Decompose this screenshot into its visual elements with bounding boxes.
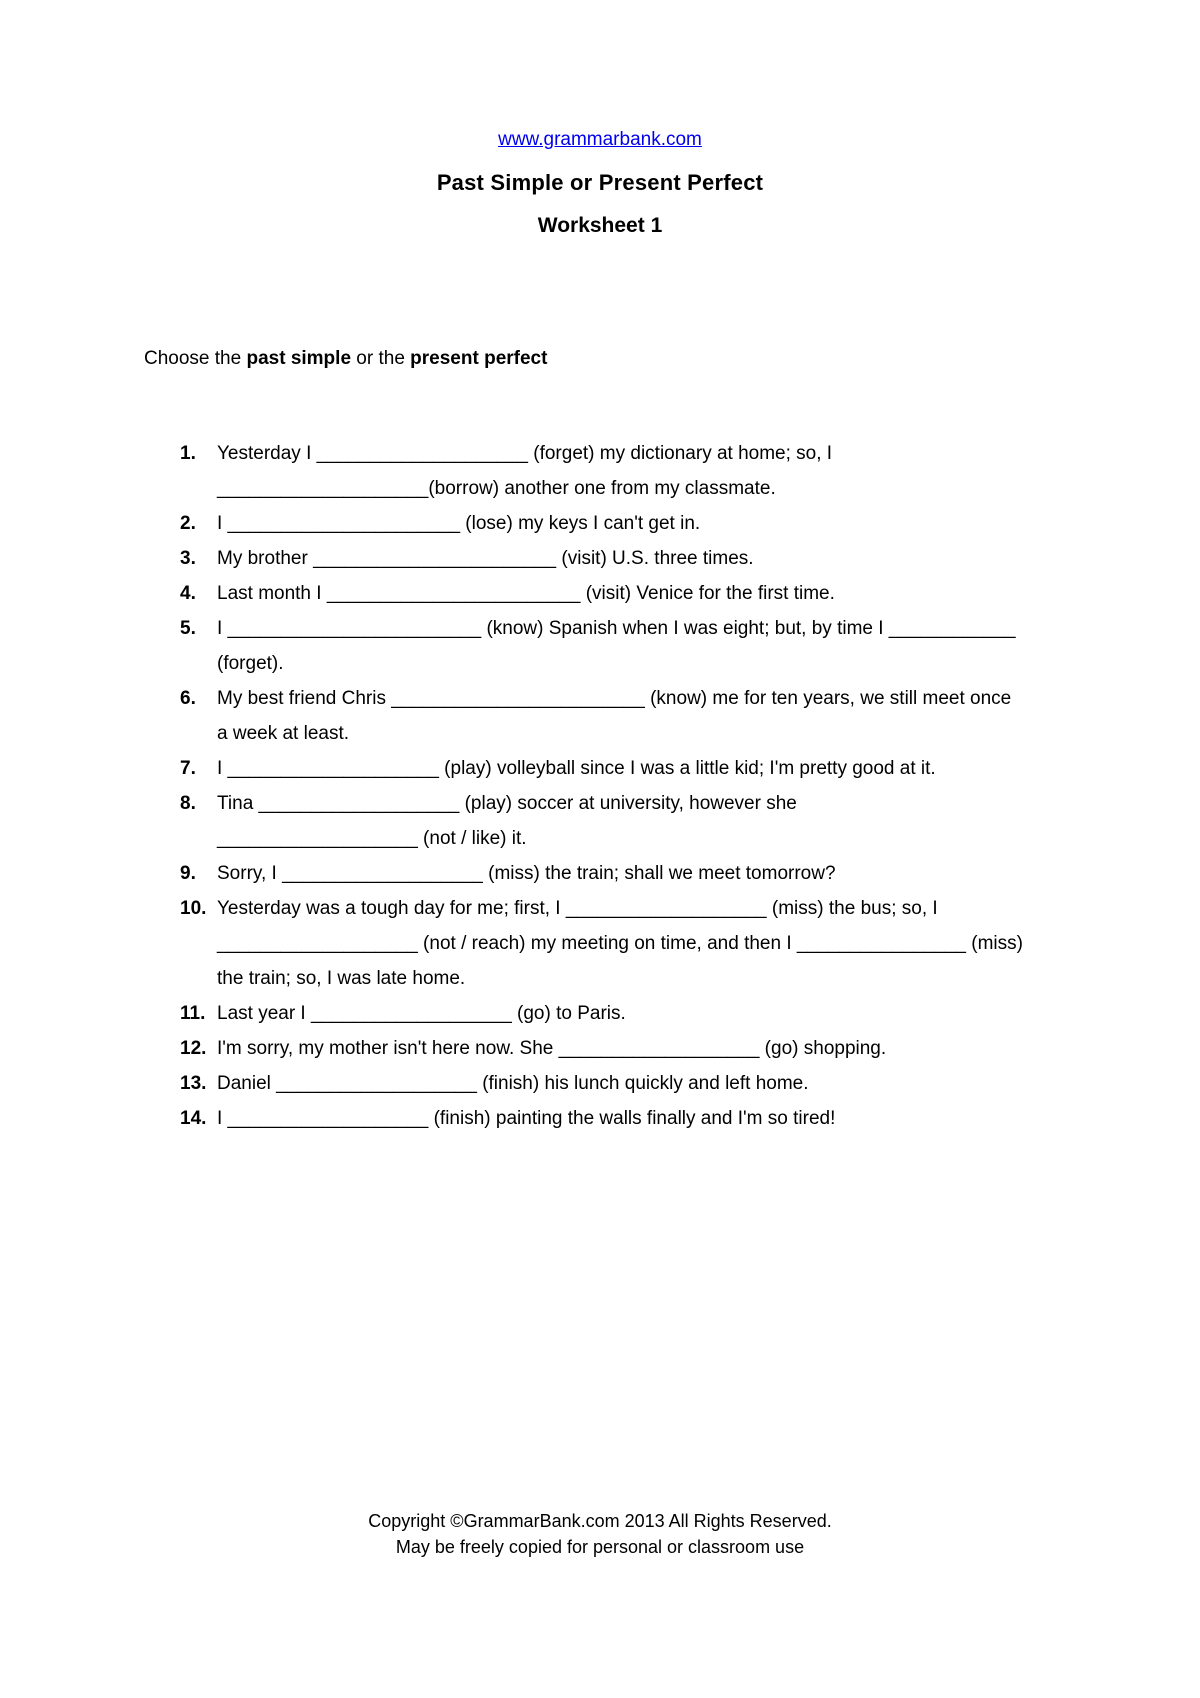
exercise-text: Last month I ________________________ (visit) Venice for the first time. — [217, 583, 835, 604]
exercise-line — [0, 688, 1200, 723]
exercise-number: 12. — [180, 1038, 207, 1059]
exercise-text: I ______________________ (lose) my keys I can't get in. — [217, 513, 701, 534]
instruction-text-1: Choose the — [144, 348, 247, 369]
exercise-line — [0, 513, 1200, 548]
exercise-line — [0, 758, 1200, 793]
exercise-text: I ____________________ (play) volleyball since I was a little kid; I'm pretty good at it. — [217, 758, 936, 779]
exercise-number: 8. — [180, 793, 196, 814]
exercise-line — [0, 863, 1200, 898]
exercise-text: Yesterday was a tough day for me; first, I ___________________ (miss) the bus; so, I — [217, 898, 938, 919]
exercise-number: 10. — [180, 898, 207, 919]
exercise-number: 5. — [180, 618, 196, 639]
exercise-number: 4. — [180, 583, 196, 604]
exercise-number: 3. — [180, 548, 196, 569]
exercise-line — [0, 653, 1200, 688]
exercise-text: I ________________________ (know) Spanish when I was eight; but, by time I ____________ — [217, 618, 1016, 639]
worksheet-subtitle: Worksheet 1 — [537, 214, 663, 237]
site-url — [0, 129, 1200, 151]
exercise-line — [0, 723, 1200, 758]
exercise-list — [0, 443, 1200, 1143]
exercise-number: 6. — [180, 688, 196, 709]
exercise-number: 7. — [180, 758, 196, 779]
exercise-line — [0, 583, 1200, 618]
exercise-line — [0, 1108, 1200, 1143]
exercise-number: 1. — [180, 443, 196, 464]
exercise-number: 11. — [180, 1003, 206, 1024]
exercise-text: ____________________(borrow) another one from my classmate. — [217, 478, 776, 499]
exercise-text: My brother _______________________ (visit) U.S. three times. — [217, 548, 754, 569]
exercise-line — [0, 898, 1200, 933]
exercise-text: Daniel ___________________ (finish) his lunch quickly and left home. — [217, 1073, 809, 1094]
instruction-bold-2: present perfect — [410, 348, 548, 369]
site-link[interactable]: www.grammarbank.com — [498, 129, 702, 150]
instruction — [144, 348, 547, 370]
exercise-text: My best friend Chris ________________________ (know) me for ten years, we still meet once — [217, 688, 1012, 709]
exercise-text: I'm sorry, my mother isn't here now. She ___________________ (go) shopping. — [217, 1038, 887, 1059]
exercise-text: a week at least. — [217, 723, 350, 744]
exercise-line — [0, 828, 1200, 863]
copyright-text: Copyright ©GrammarBank.com 2013 All Rights Reserved. — [368, 1511, 832, 1531]
exercise-number: 9. — [180, 863, 196, 884]
exercise-text: Tina ___________________ (play) soccer at university, however she — [217, 793, 797, 814]
exercise-line — [0, 443, 1200, 478]
exercise-line — [0, 1073, 1200, 1108]
exercise-line — [0, 478, 1200, 513]
exercise-text: Last year I ___________________ (go) to Paris. — [217, 1003, 626, 1024]
exercise-text: the train; so, I was late home. — [217, 968, 466, 989]
exercise-text: ___________________ (not / like) it. — [217, 828, 527, 849]
worksheet-title: Past Simple or Present Perfect — [436, 170, 764, 195]
exercise-number: 2. — [180, 513, 196, 534]
exercise-line — [0, 793, 1200, 828]
exercise-text: Yesterday I ____________________ (forget) my dictionary at home; so, I — [217, 443, 833, 464]
exercise-line — [0, 933, 1200, 968]
exercise-line — [0, 548, 1200, 583]
exercise-text: (forget). — [217, 653, 284, 674]
exercise-text: I ___________________ (finish) painting the walls finally and I'm so tired! — [217, 1108, 836, 1129]
exercise-line — [0, 618, 1200, 653]
exercise-text: Sorry, I ___________________ (miss) the train; shall we meet tomorrow? — [217, 863, 836, 884]
instruction-text-2: or the — [351, 348, 411, 369]
exercise-text: ___________________ (not / reach) my meeting on time, and then I ________________ (miss) — [217, 933, 1023, 954]
exercise-line — [0, 1003, 1200, 1038]
exercise-line — [0, 1038, 1200, 1073]
exercise-number: 13. — [180, 1073, 207, 1094]
instruction-bold-1: past simple — [246, 348, 352, 369]
usage-note: May be freely copied for personal or classroom use — [395, 1537, 805, 1557]
exercise-number: 14. — [180, 1108, 207, 1129]
exercise-line — [0, 968, 1200, 1003]
